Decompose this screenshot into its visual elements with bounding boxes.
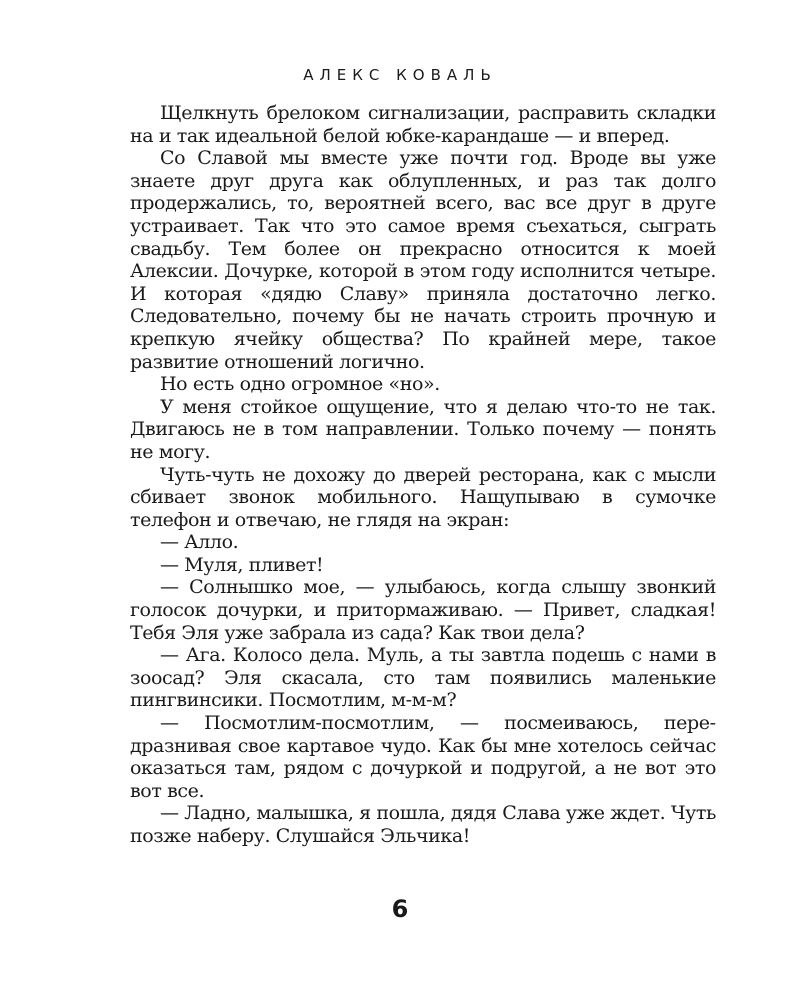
paragraph: Чуть-чуть не дохожу до дверей ресторана, как с мысли сбивает звонок мобильного. Нащупываю в сумочке телефон и отвечаю, не глядя на экран: <box>130 463 716 531</box>
dialogue-line: — Ладно, малышка, я пошла, дядя Слава уже ждет. Чуть позже наберу. Слушайся Эльчика! <box>130 802 716 847</box>
dialogue-line: — Ага. Колосо дела. Муль, а ты завтла подешь с нами в зоосад? Эля скасала, сто там появились маленькие пингвинсики. Посмотлим, м-м-м? <box>130 644 716 712</box>
page-number: 6 <box>391 895 409 923</box>
dialogue-line: — Солнышко мое, — улыбаюсь, когда слышу звонкий голосок дочурки, и притормаживаю. — Привет, сладкая! Тебя Эля уже забрала из сада? Как твои дела? <box>130 576 716 644</box>
dialogue-line: — Муля, пливет! <box>160 553 324 576</box>
running-head-author: АЛЕКС КОВАЛЬ <box>303 66 497 84</box>
dialogue-line: — Алло. <box>160 531 239 554</box>
paragraph: У меня стойкое ощущение, что я делаю что-то не так. Двигаюсь не в том направлении. Только почему — понять не могу. <box>130 395 716 463</box>
paragraph: Щелкнуть брелоком сигнализации, расправить складки на и так идеальной белой юбке-карандаше — и вперед. <box>130 102 716 147</box>
body-text <box>130 102 716 848</box>
paragraph: Со Славой мы вместе уже почти год. Вроде вы уже знаете друг друга как облупленных, и раз так долго продержались, то, вероятней всего, вас все друг в друге устраивает. Так что это самое время съехаться, сыграть свадьбу. Тем более он прекрасно относится к моей Алексии. Дочурке, которой в этом году исполнится четыре. И которая «дядю Славу» приняла достаточно легко. Следовательно, почему бы не начать строить прочную и крепкую ячейку общества? По крайней мере, такое развитие отношений логично. <box>130 147 716 373</box>
dialogue-line: — Посмотлим-посмотлим, — посмеиваюсь, передразнивая свое картавое чудо. Как бы мне хотелось сейчас оказаться там, рядом с дочуркой и подругой, а не вот это вот все. <box>130 712 716 802</box>
paragraph: Но есть одно огромное «но». <box>160 373 440 396</box>
